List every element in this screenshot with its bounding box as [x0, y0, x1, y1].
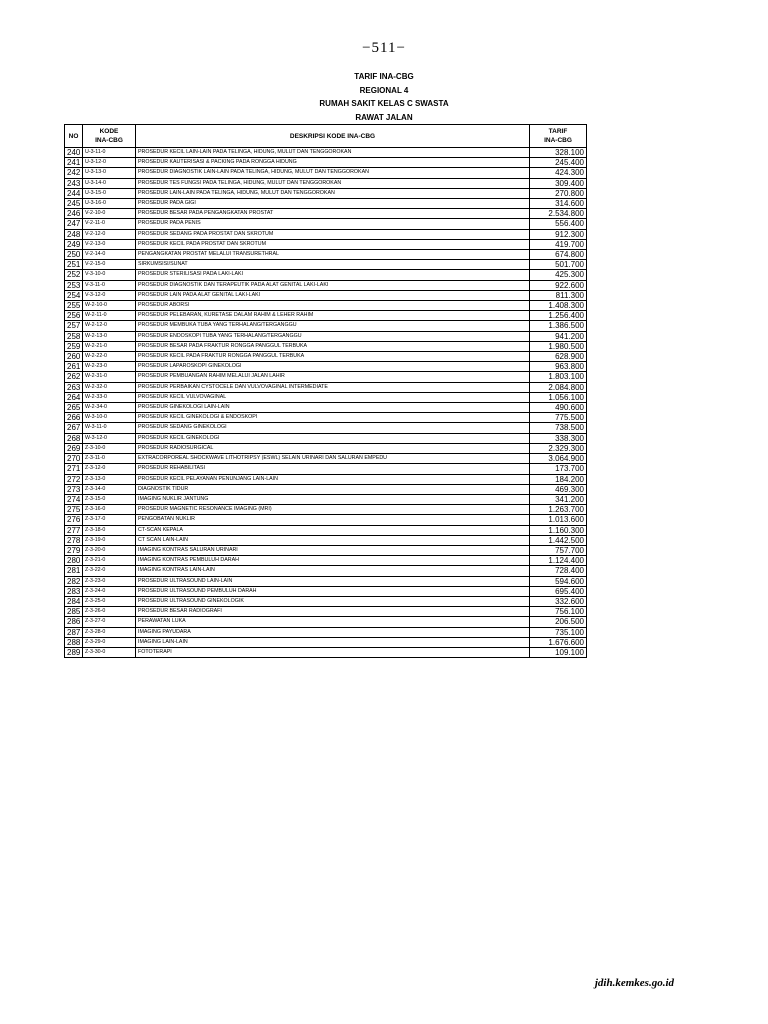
cell-code: Z-3-12-0	[83, 464, 136, 474]
cell-description: PROSEDUR TES FUNGSI PADA TELINGA, HIDUNG, MULUT DAN TENGGOROKAN	[136, 178, 530, 188]
cell-code: V-3-12-0	[83, 290, 136, 300]
table-row	[65, 627, 587, 637]
cell-no: 247	[65, 219, 83, 229]
table-row	[65, 433, 587, 443]
cell-tarif: 1.056.100	[530, 392, 587, 402]
cell-no: 278	[65, 535, 83, 545]
cell-no: 257	[65, 321, 83, 331]
table-row	[65, 290, 587, 300]
cell-no: 271	[65, 464, 83, 474]
header-tarif-line1: TARIF	[548, 128, 568, 135]
cell-description: PROSEDUR ABORSI	[136, 301, 530, 311]
cell-no: 275	[65, 505, 83, 515]
table-row	[65, 454, 587, 464]
table-row	[65, 250, 587, 260]
cell-tarif: 594.600	[530, 576, 587, 586]
cell-no: 265	[65, 403, 83, 413]
cell-tarif: 757.700	[530, 545, 587, 555]
table-row	[65, 158, 587, 168]
footer-site-link[interactable]: jdih.kemkes.go.id	[594, 977, 674, 989]
cell-code: W-2-22-0	[83, 352, 136, 362]
cell-tarif: 1.408.300	[530, 301, 587, 311]
cell-tarif: 2.084.800	[530, 382, 587, 392]
cell-code: W-3-11-0	[83, 423, 136, 433]
cell-no: 253	[65, 280, 83, 290]
cell-description: PROSEDUR KECIL GINEKOLOGI & ENDOSKOPI	[136, 413, 530, 423]
heading-line: REGIONAL 4	[359, 85, 409, 95]
cell-code: U-3-11-0	[83, 148, 136, 158]
cell-no: 289	[65, 647, 83, 657]
cell-code: V-3-11-0	[83, 280, 136, 290]
cell-no: 272	[65, 474, 83, 484]
cell-description: PROSEDUR GINEKOLOGI LAIN-LAIN	[136, 403, 530, 413]
cell-no: 251	[65, 260, 83, 270]
cell-no: 256	[65, 311, 83, 321]
cell-code: Z-3-19-0	[83, 535, 136, 545]
table-row	[65, 331, 587, 341]
table-row	[65, 535, 587, 545]
cell-tarif: 922.600	[530, 280, 587, 290]
cell-no: 246	[65, 209, 83, 219]
table-row	[65, 260, 587, 270]
cell-description: PROSEDUR LAIN-LAIN PADA TELINGA, HIDUNG, MULUT DAN TENGGOROKAN	[136, 188, 530, 198]
cell-no: 269	[65, 443, 83, 453]
table-row	[65, 576, 587, 586]
cell-description: CT-SCAN KEPALA	[136, 525, 530, 535]
cell-tarif: 173.700	[530, 464, 587, 474]
cell-description: IMAGING PAYUDARA	[136, 627, 530, 637]
cell-code: W-2-32-0	[83, 382, 136, 392]
table-row	[65, 199, 587, 209]
cell-tarif: 1.256.400	[530, 311, 587, 321]
cell-no: 264	[65, 392, 83, 402]
cell-description: IMAGING KONTRAS PEMBULUH DARAH	[136, 556, 530, 566]
cell-no: 287	[65, 627, 83, 637]
table-row	[65, 637, 587, 647]
cell-code: V-2-15-0	[83, 260, 136, 270]
cell-no: 273	[65, 484, 83, 494]
table-row	[65, 280, 587, 290]
cell-code: W-2-13-0	[83, 331, 136, 341]
cell-code: Z-3-11-0	[83, 454, 136, 464]
cell-description: PROSEDUR KECIL PELAYANAN PENUNJANG LAIN-LAIN	[136, 474, 530, 484]
cell-tarif: 184.200	[530, 474, 587, 484]
cell-no: 245	[65, 199, 83, 209]
cell-code: U-3-14-0	[83, 178, 136, 188]
cell-description: PROSEDUR ENDOSKOPI TUBA YANG TERHALANG/TERGANGGU	[136, 331, 530, 341]
table-row	[65, 403, 587, 413]
heading-line: RUMAH SAKIT KELAS C SWASTA	[319, 99, 449, 108]
cell-code: W-3-12-0	[83, 433, 136, 443]
cell-no: 243	[65, 178, 83, 188]
cell-code: Z-3-13-0	[83, 474, 136, 484]
cell-description: IMAGING LAIN-LAIN	[136, 637, 530, 647]
cell-code: Z-3-15-0	[83, 494, 136, 504]
document-heading	[0, 70, 768, 124]
cell-code: W-2-34-0	[83, 403, 136, 413]
cell-tarif: 775.500	[530, 413, 587, 423]
cell-tarif: 695.400	[530, 586, 587, 596]
cell-tarif: 501.700	[530, 260, 587, 270]
cell-description: PROSEDUR PERBAIKAN CYSTOCELE DAN VULVOVAGINAL INTERMEDIATE	[136, 382, 530, 392]
cell-tarif: 1.386.500	[530, 321, 587, 331]
cell-description: PROSEDUR REHABILITASI	[136, 464, 530, 474]
table-row	[65, 209, 587, 219]
cell-no: 279	[65, 545, 83, 555]
cell-description: PROSEDUR SEDANG PADA PROSTAT DAN SKROTUM	[136, 229, 530, 239]
cell-code: U-3-13-0	[83, 168, 136, 178]
table-row	[65, 321, 587, 331]
cell-code: Z-3-22-0	[83, 566, 136, 576]
table-row	[65, 362, 587, 372]
table-row	[65, 188, 587, 198]
cell-description: FOTOTERAPI	[136, 647, 530, 657]
cell-code: Z-3-24-0	[83, 586, 136, 596]
cell-no: 258	[65, 331, 83, 341]
cell-code: V-2-14-0	[83, 250, 136, 260]
cell-tarif: 245.400	[530, 158, 587, 168]
table-row	[65, 413, 587, 423]
cell-tarif: 424.300	[530, 168, 587, 178]
cell-tarif: 738.500	[530, 423, 587, 433]
table-body	[65, 148, 587, 658]
cell-code: W-2-11-0	[83, 311, 136, 321]
cell-code: Z-3-14-0	[83, 484, 136, 494]
cell-no: 280	[65, 556, 83, 566]
cell-code: Z-3-18-0	[83, 525, 136, 535]
cell-description: PROSEDUR MAGNETIC RESONANCE IMAGING (MRI)	[136, 505, 530, 515]
cell-description: PENGOBATAN NUKLIR	[136, 515, 530, 525]
cell-code: Z-3-21-0	[83, 556, 136, 566]
cell-no: 276	[65, 515, 83, 525]
cell-tarif: 2.534.800	[530, 209, 587, 219]
table-row	[65, 301, 587, 311]
cell-code: W-2-21-0	[83, 341, 136, 351]
table-row	[65, 505, 587, 515]
cell-description: PROSEDUR KECIL PADA FRAKTUR RONGGA PANGGUL TERBUKA	[136, 352, 530, 362]
cell-no: 284	[65, 596, 83, 606]
cell-description: PROSEDUR KECIL VULVOVAGINAL	[136, 392, 530, 402]
cell-description: PROSEDUR MEMBUKA TUBA YANG TERHALANG/TERGANGGU	[136, 321, 530, 331]
table-row	[65, 270, 587, 280]
cell-no: 263	[65, 382, 83, 392]
cell-no: 281	[65, 566, 83, 576]
cell-no: 240	[65, 148, 83, 158]
cell-description: PROSEDUR KECIL PADA PROSTAT DAN SKROTUM	[136, 239, 530, 249]
cell-code: W-2-10-0	[83, 301, 136, 311]
cell-no: 283	[65, 586, 83, 596]
cell-tarif: 556.400	[530, 219, 587, 229]
table-row	[65, 352, 587, 362]
cell-description: SIRKUMSISI/SUNAT	[136, 260, 530, 270]
table-row	[65, 474, 587, 484]
cell-no: 285	[65, 607, 83, 617]
cell-code: Z-3-23-0	[83, 576, 136, 586]
cell-description: PROSEDUR RADIOSURGICAL	[136, 443, 530, 453]
cell-no: 274	[65, 494, 83, 504]
cell-no: 282	[65, 576, 83, 586]
cell-no: 254	[65, 290, 83, 300]
cell-description: EXTRACORPOREAL SHOCKWAVE LITHOTRIPSY (ESWL) SELAIN URINARI DAN SALURAN EMPEDU	[136, 454, 530, 464]
table-row	[65, 219, 587, 229]
table-row	[65, 382, 587, 392]
header-no: NO	[65, 125, 83, 148]
cell-code: Z-3-26-0	[83, 607, 136, 617]
cell-tarif: 490.600	[530, 403, 587, 413]
cell-description: PENGANGKATAN PROSTAT MELALUI TRANSURETHRAL	[136, 250, 530, 260]
cell-code: W-2-12-0	[83, 321, 136, 331]
table-row	[65, 229, 587, 239]
cell-tarif: 314.600	[530, 199, 587, 209]
cell-description: IMAGING KONTRAS SALURAN URINARI	[136, 545, 530, 555]
cell-code: W-2-23-0	[83, 362, 136, 372]
table-row	[65, 148, 587, 158]
cell-tarif: 2.329.300	[530, 443, 587, 453]
cell-tarif: 735.100	[530, 627, 587, 637]
cell-tarif: 1.980.500	[530, 341, 587, 351]
cell-code: V-2-12-0	[83, 229, 136, 239]
cell-tarif: 912.300	[530, 229, 587, 239]
cell-code: Z-3-30-0	[83, 647, 136, 657]
cell-no: 250	[65, 250, 83, 260]
cell-description: PROSEDUR PEMBUANGAN RAHIM MELALUI JALAN LAHIR	[136, 372, 530, 382]
cell-tarif: 1.442.500	[530, 535, 587, 545]
cell-tarif: 328.100	[530, 148, 587, 158]
cell-tarif: 941.200	[530, 331, 587, 341]
cell-tarif: 1.160.300	[530, 525, 587, 535]
cell-description: PROSEDUR PADA GIGI	[136, 199, 530, 209]
cell-description: PROSEDUR KAUTERISASI & PACKING PADA RONGGA HIDUNG	[136, 158, 530, 168]
table-row	[65, 647, 587, 657]
cell-code: U-3-15-0	[83, 188, 136, 198]
cell-description: PROSEDUR PADA PENIS	[136, 219, 530, 229]
cell-code: V-2-11-0	[83, 219, 136, 229]
cell-code: V-2-10-0	[83, 209, 136, 219]
cell-code: U-3-12-0	[83, 158, 136, 168]
cell-code: Z-3-25-0	[83, 596, 136, 606]
table-row	[65, 494, 587, 504]
cell-description: PROSEDUR SEDANG GINEKOLOGI	[136, 423, 530, 433]
cell-no: 248	[65, 229, 83, 239]
cell-tarif: 341.200	[530, 494, 587, 504]
table-row	[65, 423, 587, 433]
table-row	[65, 586, 587, 596]
cell-code: V-3-10-0	[83, 270, 136, 280]
cell-tarif: 1.013.600	[530, 515, 587, 525]
cell-no: 249	[65, 239, 83, 249]
table-row	[65, 607, 587, 617]
cell-tarif: 425.300	[530, 270, 587, 280]
cell-tarif: 963.800	[530, 362, 587, 372]
cell-tarif: 1.676.600	[530, 637, 587, 647]
cell-description: PROSEDUR PELEBARAN, KURETASE DALAM RAHIM & LEHER RAHIM	[136, 311, 530, 321]
cell-no: 262	[65, 372, 83, 382]
cell-code: W-2-31-0	[83, 372, 136, 382]
header-tarif	[530, 125, 587, 148]
cell-no: 286	[65, 617, 83, 627]
cell-code: Z-3-28-0	[83, 627, 136, 637]
heading-line: TARIF INA-CBG	[354, 72, 414, 81]
cell-no: 260	[65, 352, 83, 362]
cell-tarif: 3.064.900	[530, 454, 587, 464]
cell-code: Z-3-27-0	[83, 617, 136, 627]
cell-tarif: 728.400	[530, 566, 587, 576]
cell-no: 270	[65, 454, 83, 464]
header-code-line2: INA-CBG	[95, 137, 123, 144]
cell-tarif: 206.500	[530, 617, 587, 627]
cell-no: 244	[65, 188, 83, 198]
header-description: DESKRIPSI KODE INA-CBG	[136, 125, 530, 148]
cell-description: PROSEDUR BESAR PADA FRAKTUR RONGGA PANGGUL TERBUKA	[136, 341, 530, 351]
cell-description: IMAGING KONTRAS LAIN-LAIN	[136, 566, 530, 576]
table-row	[65, 341, 587, 351]
header-tarif-line2: INA-CBG	[544, 137, 572, 144]
cell-no: 259	[65, 341, 83, 351]
cell-description: DIAGNOSTIK TIDUR	[136, 484, 530, 494]
table-row	[65, 168, 587, 178]
cell-description: CT SCAN LAIN-LAIN	[136, 535, 530, 545]
cell-no: 267	[65, 423, 83, 433]
cell-tarif: 811.300	[530, 290, 587, 300]
tariff-table	[64, 124, 587, 658]
table-row	[65, 464, 587, 474]
cell-description: PROSEDUR LAPAROSKOPI GINEKOLOGI	[136, 362, 530, 372]
cell-description: PERAWATAN LUKA	[136, 617, 530, 627]
cell-code: U-3-16-0	[83, 199, 136, 209]
cell-tarif: 1.124.400	[530, 556, 587, 566]
cell-no: 241	[65, 158, 83, 168]
cell-no: 277	[65, 525, 83, 535]
cell-description: PROSEDUR BESAR RADIOGRAFI	[136, 607, 530, 617]
heading-line: RAWAT JALAN	[355, 112, 413, 122]
cell-code: Z-3-20-0	[83, 545, 136, 555]
table-row	[65, 556, 587, 566]
cell-no: 266	[65, 413, 83, 423]
cell-code: Z-3-16-0	[83, 505, 136, 515]
cell-description: PROSEDUR KECIL GINEKOLOGI	[136, 433, 530, 443]
cell-description: PROSEDUR ULTRASOUND LAIN-LAIN	[136, 576, 530, 586]
cell-description: IMAGING NUKLIR JANTUNG	[136, 494, 530, 504]
table-row	[65, 443, 587, 453]
header-code	[83, 125, 136, 148]
cell-tarif: 1.263.700	[530, 505, 587, 515]
cell-tarif: 270.800	[530, 188, 587, 198]
cell-code: Z-3-29-0	[83, 637, 136, 647]
cell-description: PROSEDUR ULTRASOUND GINEKOLOGIK	[136, 596, 530, 606]
cell-tarif: 332.600	[530, 596, 587, 606]
cell-code: W-3-10-0	[83, 413, 136, 423]
table-row	[65, 311, 587, 321]
cell-code: V-2-13-0	[83, 239, 136, 249]
cell-code: Z-3-10-0	[83, 443, 136, 453]
cell-tarif: 109.100	[530, 647, 587, 657]
cell-description: PROSEDUR DIAGNOSTIK LAIN-LAIN PADA TELINGA, HIDUNG, MULUT DAN TENGGOROKAN	[136, 168, 530, 178]
cell-description: PROSEDUR ULTRASOUND PEMBULUH DARAH	[136, 586, 530, 596]
cell-no: 255	[65, 301, 83, 311]
table-row	[65, 545, 587, 555]
table-header-row	[65, 125, 587, 148]
table-row	[65, 617, 587, 627]
table-row	[65, 596, 587, 606]
cell-description: PROSEDUR KECIL LAIN-LAIN PADA TELINGA, HIDUNG, MULUT DAN TENGGOROKAN	[136, 148, 530, 158]
cell-no: 288	[65, 637, 83, 647]
header-code-line1: KODE	[99, 128, 119, 135]
cell-description: PROSEDUR STERILISASI PADA LAKI-LAKI	[136, 270, 530, 280]
cell-no: 252	[65, 270, 83, 280]
cell-tarif: 756.100	[530, 607, 587, 617]
cell-no: 242	[65, 168, 83, 178]
table-row	[65, 372, 587, 382]
cell-description: PROSEDUR LAIN PADA ALAT GENITAL LAKI-LAKI	[136, 290, 530, 300]
cell-no: 268	[65, 433, 83, 443]
table-row	[65, 566, 587, 576]
cell-description: PROSEDUR BESAR PADA PENGANGKATAN PROSTAT	[136, 209, 530, 219]
cell-description: PROSEDUR DIAGNOSTIK DAN TERAPEUTIK PADA ALAT GENITAL LAKI-LAKI	[136, 280, 530, 290]
cell-code: W-2-33-0	[83, 392, 136, 402]
table-row	[65, 525, 587, 535]
table-row	[65, 515, 587, 525]
cell-code: Z-3-17-0	[83, 515, 136, 525]
table-row	[65, 392, 587, 402]
cell-tarif: 1.803.100	[530, 372, 587, 382]
table-row	[65, 484, 587, 494]
cell-tarif: 419.700	[530, 239, 587, 249]
cell-no: 261	[65, 362, 83, 372]
cell-tarif: 628.900	[530, 352, 587, 362]
cell-tarif: 674.800	[530, 250, 587, 260]
cell-tarif: 469.300	[530, 484, 587, 494]
table-row	[65, 178, 587, 188]
cell-tarif: 309.400	[530, 178, 587, 188]
table-row	[65, 239, 587, 249]
page-number: −511−	[362, 40, 406, 56]
cell-tarif: 338.300	[530, 433, 587, 443]
